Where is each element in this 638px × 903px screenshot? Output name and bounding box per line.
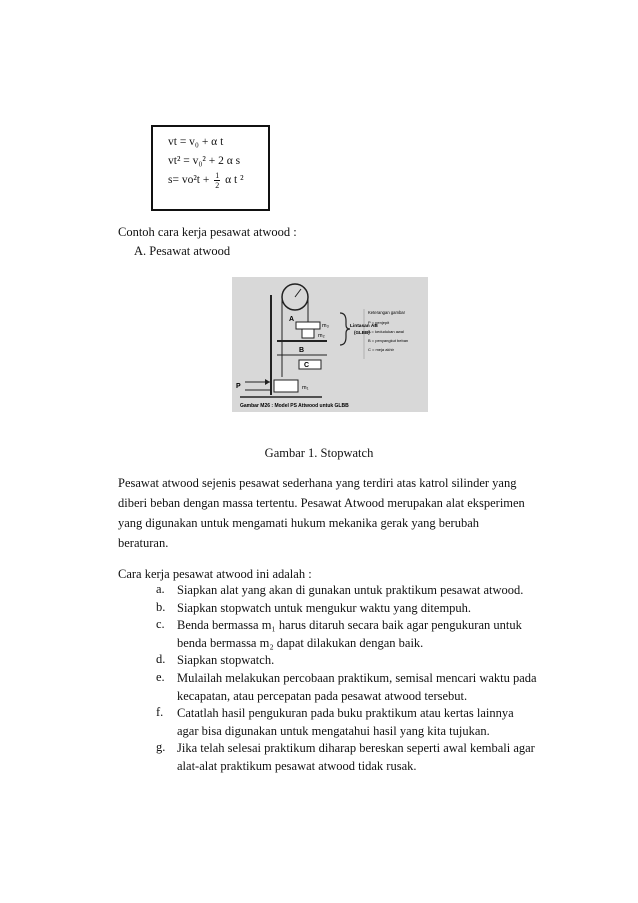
legend-item: C = meja akhir — [368, 347, 394, 352]
fraction-denominator: 2 — [215, 181, 220, 190]
fraction-numerator: 1 — [215, 171, 220, 180]
mass-m1 — [274, 380, 298, 392]
label-c: C — [304, 362, 310, 369]
label-lintasan: Lintasan AB — [350, 324, 378, 329]
legend-title: Keterangan gambar — [368, 310, 406, 315]
mass-m3 — [296, 322, 320, 329]
label-p: P — [236, 383, 241, 390]
list-item — [156, 670, 550, 705]
list-item-text: Benda bermassa m₁ harus ditaruh secara baik agar pengukuran untuk — [177, 618, 522, 633]
label-a: A — [289, 316, 295, 323]
figure-inner-caption: Gambar M26 : Model PS Attwood untuk GLBB — [240, 403, 349, 409]
list-item-text: alat-alat praktikum pesawat atwood tidak rusak. — [177, 758, 417, 773]
list-marker: c. — [156, 617, 165, 632]
paragraph-line: yang digunakan untuk mengamati hukum mekanika gerak yang berubah — [118, 516, 480, 530]
mass-m2 — [302, 329, 314, 338]
description-paragraph — [118, 473, 533, 553]
label-m3: m₃ — [322, 323, 329, 329]
figure-caption: Gambar 1. Stopwatch — [264, 446, 374, 460]
list-item-text: benda bermassa m₂ dapat dilakukan dengan baik. — [177, 635, 424, 650]
paragraph-line: beraturan. — [118, 536, 169, 550]
section-a-heading: A. Pesawat atwood — [134, 244, 231, 258]
list-item-text: Siapkan stopwatch. — [177, 653, 275, 668]
list-item-text: Catatlah hasil pengukuran pada buku praktikum atau kertas lainnya — [177, 706, 514, 721]
list-item — [156, 705, 550, 740]
equation-velocity: vt = v₀ + α t — [168, 136, 224, 148]
list-marker: d. — [156, 652, 166, 667]
list-item — [156, 600, 550, 618]
atwood-figure — [232, 277, 428, 412]
paragraph-line: Pesawat atwood sejenis pesawat sederhana yang terdiri atas katrol silinder yang — [118, 476, 517, 490]
intro-text: Contoh cara kerja pesawat atwood : — [118, 225, 297, 239]
list-marker: a. — [156, 582, 165, 596]
list-item-text: Mulailah melakukan percobaan praktikum, semisal mencari waktu pada — [177, 670, 537, 685]
list-item — [156, 652, 550, 670]
legend-item: P = penjepit — [368, 320, 390, 325]
list-item-text: Siapkan stopwatch untuk mengukur waktu yang ditempuh. — [177, 600, 472, 615]
label-glbb: (GLBB) — [354, 330, 370, 335]
list-item-text: agar bisa digunakan untuk mengatahui hasil yang kita tujukan. — [177, 723, 490, 738]
equation-velocity-squared: vt² = v₀² + 2 α s — [168, 155, 241, 167]
equation-displacement-lhs: s= vo²t + — [168, 174, 210, 187]
list-marker: f. — [156, 705, 164, 720]
list-item — [156, 740, 550, 775]
table-c — [299, 360, 321, 369]
equation-displacement — [168, 171, 244, 190]
label-m1: m₁ — [302, 385, 309, 391]
legend-item: A = kedudukan awal — [368, 329, 404, 334]
list-marker: g. — [156, 740, 166, 755]
list-item-text: Siapkan alat yang akan di gunakan untuk praktikum pesawat atwood. — [177, 583, 524, 597]
list-item — [156, 617, 550, 652]
list-marker: b. — [156, 599, 166, 614]
steps-list — [156, 582, 550, 776]
list-item — [156, 582, 550, 600]
equation-displacement-rhs: α t ² — [225, 174, 244, 187]
fraction-half — [214, 171, 220, 190]
label-m2: m₂ — [318, 333, 325, 339]
formula-box — [151, 125, 270, 211]
label-b: B — [299, 347, 305, 354]
list-item-text: Jika telah selesai praktikum diharap bereskan seperti awal kembali agar — [177, 741, 535, 756]
atwood-diagram — [232, 277, 428, 412]
list-item-text: kecapatan, atau percepatan pada pesawat atwood tersebut. — [177, 688, 468, 703]
list-marker: e. — [156, 669, 165, 684]
paragraph-line: diberi beban dengan massa tertentu. Pesawat Atwood merupakan alat eksperimen — [118, 496, 525, 510]
steps-intro: Cara kerja pesawat atwood ini adalah : — [118, 567, 312, 581]
legend-item: B = penyangkut beban — [368, 338, 409, 343]
